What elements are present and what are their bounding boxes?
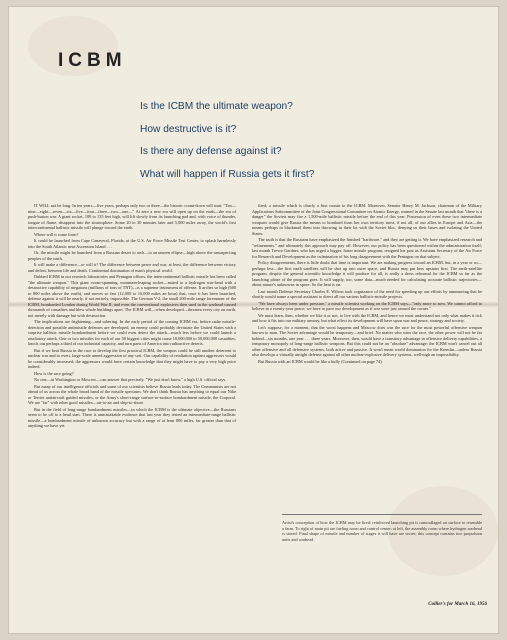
question-2: How destructive is it? — [140, 123, 237, 135]
question-1: Is the ICBM the ultimate weapon? — [140, 101, 293, 112]
paragraph: IT WILL not be long. In ten years—five years, perhaps only two or three—the historic count-down will start: "Ten—nine—eight—seven—six—five—four—three—two—one—" At zero a new era will open up on the earth—the era of push-button war. A giant rocket, 100 to 135 feet high, will lift slowly from its launching pad and, with voice of thunder, tongue of flame, disappear into the stratosphere. Some 20 to 30 minutes later and 5,000 miles away, the world's first intercontinental ballistic missile will plunge toward the earth. — [28, 203, 236, 230]
paragraph: fired; a missile which is clearly a first cousin to the ICBM. Moreover, Senator Henry M. Jackson, chairman of the Military Applications Subcommittee of the Joint Congressional Committee on Atomic Energy, warned in the Senate last month that "there is a danger" the Soviets may fire a 1,500-mile ballistic missile before the end of this year. Possession of even these two intermediate weapons would give Russia the means to bombard from her own territory most, if not all, of our allies in Europe and Asia—the means perhaps to blackmail them into throwing in their lot with the Soviet bloc, denying us their bases and isolating the United States. — [252, 203, 482, 236]
illustration-caption: Artist's conception of how the ICBM may be fired: reinforced launching pit is camouflaged on surface to resemble a farm. To right of main pit are fueling room and control center; at left, the assembly room where hydrogen warhead is stored. Final shape of missile and number of stages it will have are secret; this concept contains two propulsion units and warhead — [282, 520, 482, 542]
question-3: Is there any defense against it? — [140, 146, 282, 157]
paragraph: But Russia with an ICBM would be like a bully (Continued on page 74) — [258, 358, 382, 364]
right-column — [252, 203, 482, 365]
paragraph: Dubbed ICBM in our research laboratories and Pentagon offices, the intercontinental ballistic missile has been called "the ultimate weapon." This giant ocean-spanning, mountain-leaping rocket—mated to a hydrogen war-head with a destructive capability of megatons (millions of tons of TNT)—is a supreme instrument of offense. It arches so high (600 to 800 miles above the earth), and moves so fast (12,000 to 16,000 miles an hour) that, once it has been launched, defense against it will be nearly, if not entirely, impossible. The German V-2, the small 200-mile range forerunner of the ICBM, bombarded London during World War II, and even the conventional explosives then used in the warhead caused thousands of casualties and blew whole buildings apart. The ICBM will—when developed—threaten every city on earth, not merely with damage but with destruction. — [28, 274, 236, 318]
paragraph: Last month Defense Secretary Charles E. Wilson took cognizance of the need for speeding up our efforts by announcing that he shortly would name a special assistant to direct all our various ballistic-missile projects. — [252, 288, 482, 299]
paragraph: "We have always been under pressure," a missile scientist working on the ICBM says—"only more so now. We cannot afford to believe in a twenty-year peace; we have to pace our development as if war were just around the corner." — [252, 300, 482, 311]
left-column — [28, 203, 236, 430]
paragraph: But if we beat Russia in the race to develop the first practical ICBM, the weapon could be still another deterrent to nuclear war and to overt, large-scale armed aggression of any sort. Our capability of retaliation against aggressors would be considerably increased; the aggressors would have certain knowledge that they might have to pay a very high price indeed. — [28, 347, 236, 369]
paragraph: The truth is that the Russians have emphasized the finished "hardware," and they are getting it. We have emphasized research and "refinements," and ultimately this approach may pay off. However, our policy has been questioned within the administration itself; last month Trevor Gardner, who has urged a bigger, faster missile program, resigned his post as Assistant Secretary of the Air Force for Research and Development as the culmination of his long disagreement with the Pentagon on that subject. — [252, 237, 482, 259]
paragraph: It will make a difference—or will it? The difference between peace and war, at least, the difference between victory and defeat, between life and death. Continental domination of man's physical world. — [28, 262, 236, 273]
paragraph: It could be launched from Cape Canaveral, Florida, at the U.S. Air Force Missile Test Center, to splash harmlessly into the South Atlantic near Ascension Island . . . — [28, 238, 236, 249]
paragraph: But in the field of long-range bombardment missiles—in which the ICBM is the ultimate objective—the Russians seem to be off to a head start. There is unmistakable evidence that last year they tested an intermediate-range ballistic missile—a bombardment missile of unknown accuracy but with a range of at least 800 miles, far greater than that of anything we have yet — [28, 406, 236, 428]
question-4: What will happen if Russia gets it first? — [140, 168, 315, 180]
article-title: ICBM — [58, 50, 127, 71]
caption-divider — [282, 514, 482, 515]
paragraph: Policy disagreements, there is little doubt that time is important. We are making progress toward an ICBM, but, in a year or so—perhaps less—the first earth satellites will be shot up into outer space, and Russia may put hers upstairs first. The earth-satellite program, despite the general scientific knowledge it will produce for all, is really a dress rehearsal for the ICBM so far as the launching phase of the program goes. It will supply, too, some data—much needed for calculating accurate ballistic trajectories—about nature's unknowns in space. So the heat is on. — [252, 260, 482, 287]
paragraph: Where will it come from? — [34, 231, 79, 237]
paragraph: How is the race going? — [34, 370, 74, 376]
paragraph: We must learn, then, whether we like it or not, to live with the ICBM, and hence we must understand not only what makes it tick and how it fits into our military armory, but what effect its development will have upon war and peace, strategy and society. — [252, 312, 482, 323]
paragraph: But many of our intelligence officials and some of our scientists believe Russia leads today. The Communists are not ahead of us across the whole broad band of the missile spectrum. We don't think Russia has anything to equal our Nike or Terrier antiaircraft guided missiles, or the Army's short-range surface-to-surface bombardment missile, the Corporal. We are "far" with other good missiles—air-to-air and ship-to-shore. — [28, 383, 236, 405]
paragraph: No one—in Washington or Moscow—can answer that precisely. "We just don't know," a high U.S. official says. — [34, 377, 227, 382]
paragraph: Let's suppose, for a moment, that the worst happens and Moscow does win the race for the most powerful offensive weapon known to man. The Soviet advantage would be temporary—and brief. No matter who wins the race, the other power will not be far behind—six months, one year . . . three years. Moreover, then, would have a transitory advantage in offensive delivery capabilities, a temporary monopoly of long-range ballistic weapons. But this could not be an "absolute" advantage; the ICBM won't cancel out all other offensive and all defensive systems, both active and passive. It won't mean world domination for the Kremlin—unless Russia also develops a virtually airtight defense against all other nuclear-explosive delivery systems, well-nigh an impossibility. — [252, 324, 482, 357]
issue-credit: Collier's for March 16, 1956 — [428, 602, 487, 607]
paragraph: The implications are frightening—and sobering. In the early period of the coming ICBM era, before radar missile-detection and possible antimissile defenses are developed, an enemy could probably devastate the United States with a surprise ballistic missile bombardment before we could even detect the attack—much less before we could launch a retaliatory attack. One or two missiles for each of our 50 biggest cities might cause 10,000,000 to 50,000,000 casualties, knock out perhaps a third of our industrial capacity, and turn parts of America into radioactive deserts. — [28, 319, 236, 346]
question-list — [140, 96, 460, 186]
paragraph: Or, the missile might be launched from a Russian desert to arch—to an unseen ellipse—high above the unsuspecting peoples of the earth. — [28, 250, 236, 261]
